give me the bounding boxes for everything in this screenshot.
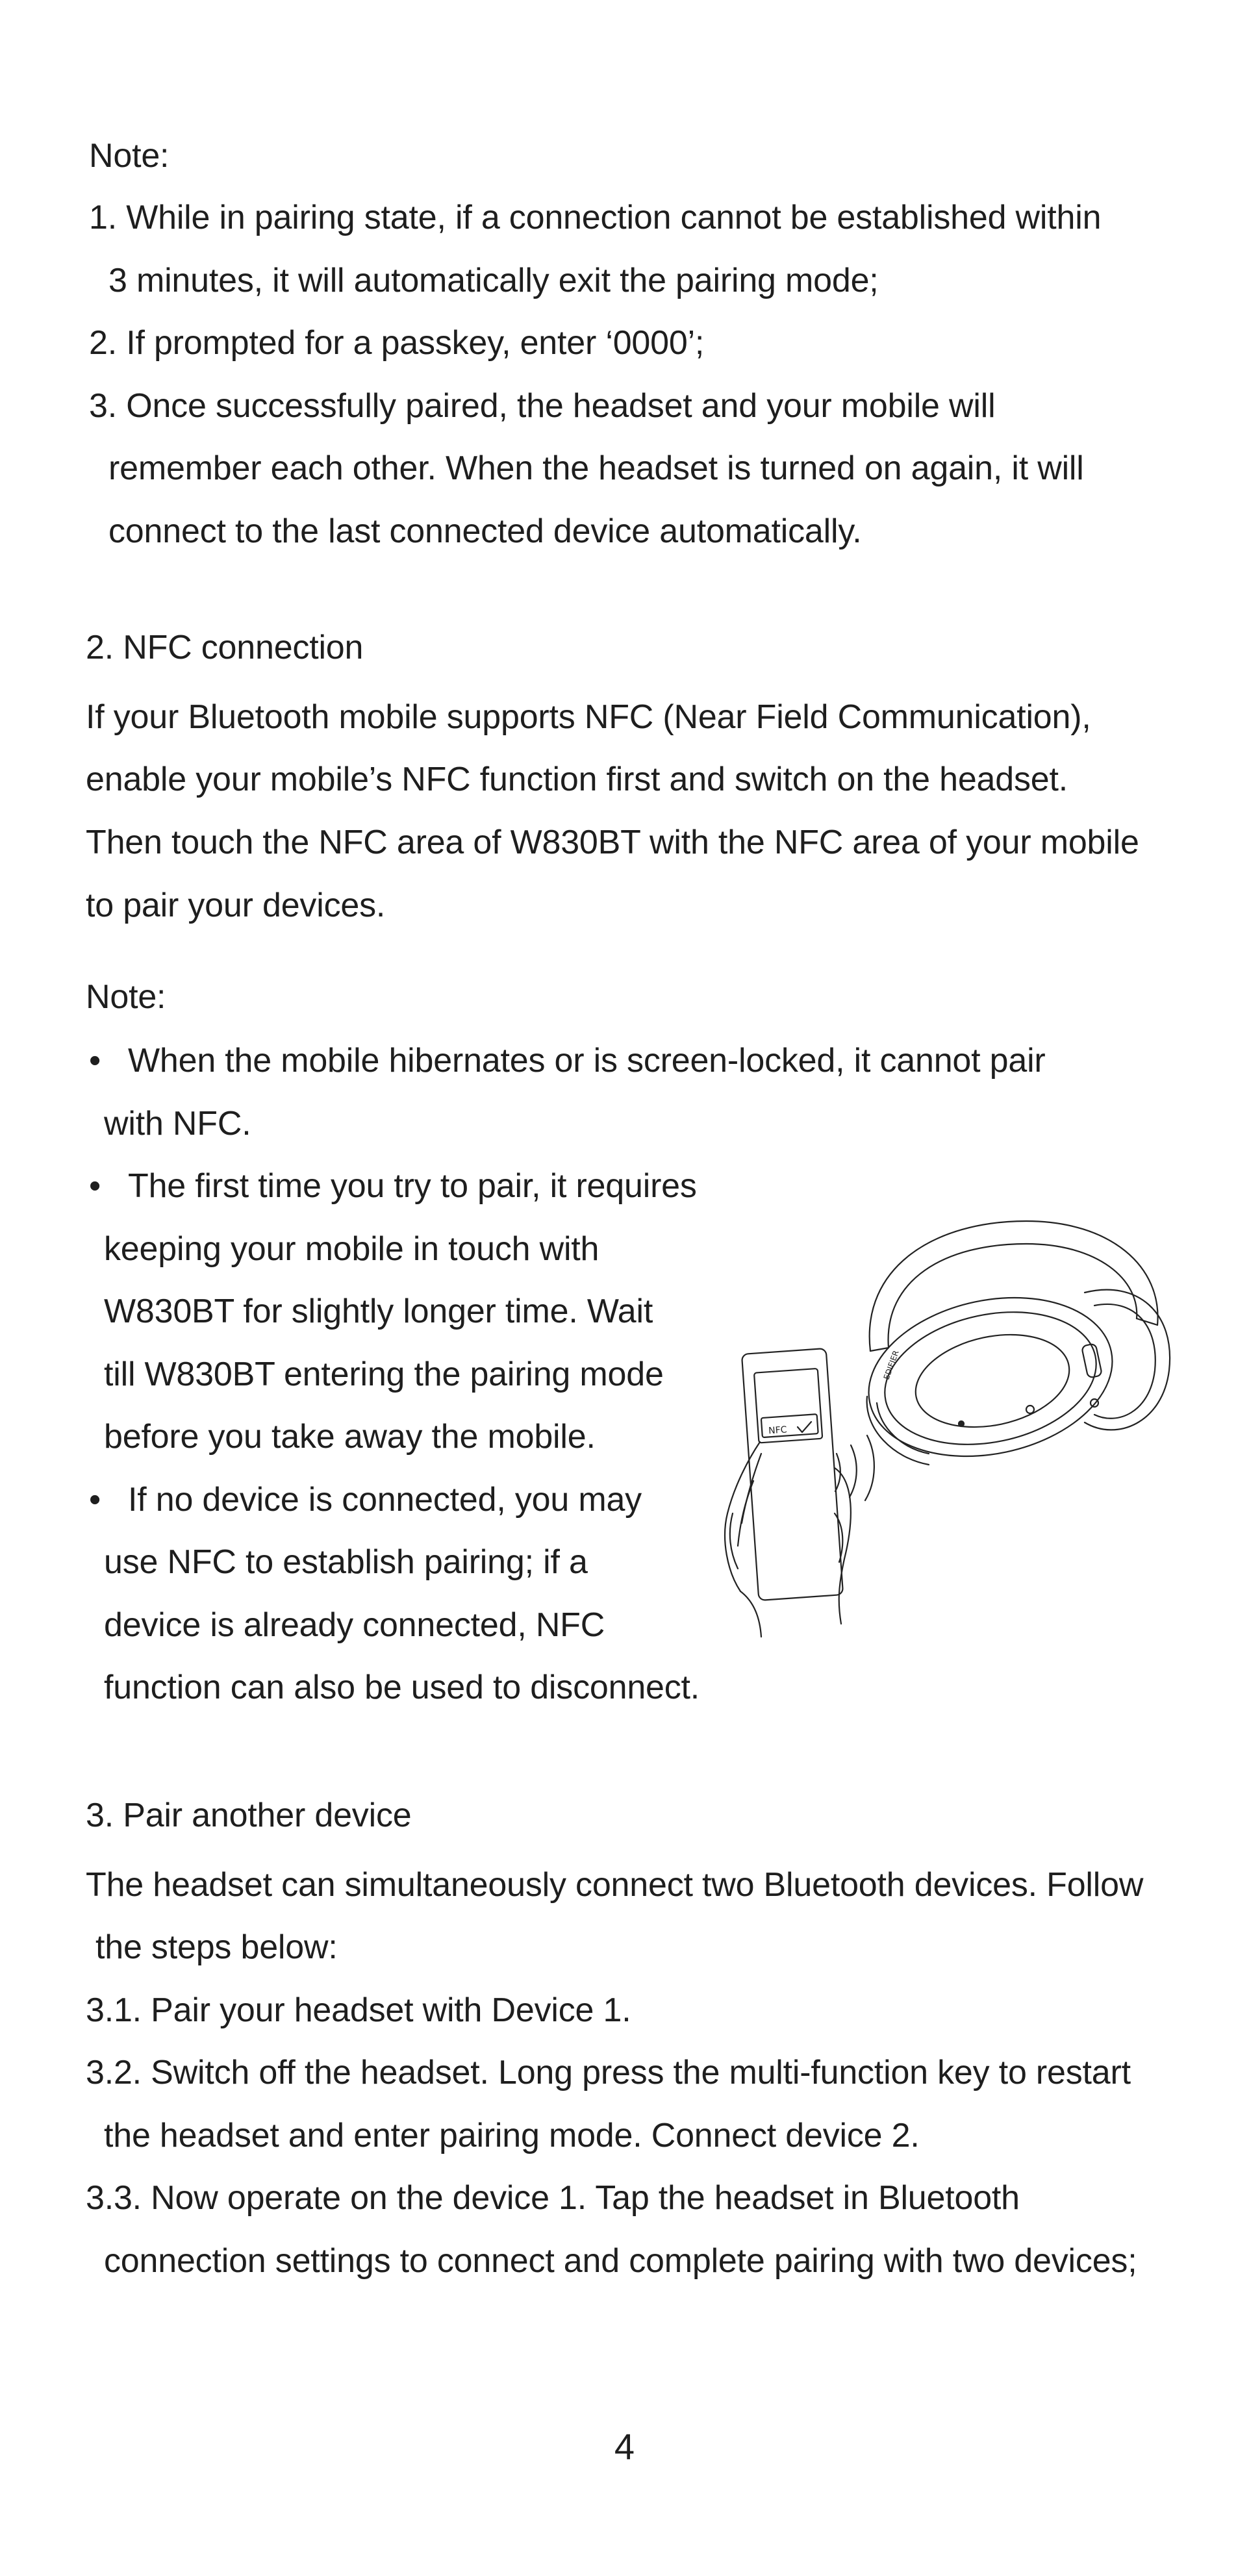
pair-intro-line-2: the steps below: (95, 1928, 338, 1966)
bullet-2-line-4: till W830BT entering the pairing mode (104, 1356, 664, 1393)
bullet-3-dot: • (89, 1481, 101, 1519)
bullet-1-line-1: When the mobile hibernates or is screen-locked, it cannot pair (128, 1042, 1046, 1080)
page-number: 4 (614, 2426, 635, 2467)
phone (742, 1348, 843, 1600)
note-item-2: 2. If prompted for a passkey, enter ‘0000’; (89, 324, 705, 362)
note-item-1-line-1: 1. While in pairing state, if a connection cannot be established within (89, 199, 1102, 236)
bullet-2-line-1: The first time you try to pair, it requires (128, 1167, 697, 1205)
bullet-2-line-5: before you take away the mobile. (104, 1418, 596, 1456)
bullet-3-line-1: If no device is connected, you may (128, 1481, 642, 1519)
bullet-1-dot: • (89, 1042, 101, 1080)
pair-intro-line-1: The headset can simultaneously connect two Bluetooth devices. Follow (86, 1866, 1144, 1904)
pair-step-3-line-2: connection settings to connect and complete pairing with two devices; (104, 2242, 1137, 2280)
nfc-paragraph-line-3: Then touch the NFC area of W830BT with the NFC area of your mobile (86, 824, 1139, 861)
bullet-1-line-2: with NFC. (104, 1105, 251, 1143)
pair-heading: 3. Pair another device (86, 1797, 412, 1834)
note-item-1-line-2: 3 minutes, it will automatically exit the pairing mode; (108, 262, 879, 299)
note-item-3-line-1: 3. Once successfully paired, the headset and your mobile will (89, 387, 996, 425)
bullet-3-line-4: function can also be used to disconnect. (104, 1669, 700, 1706)
nfc-paragraph-line-1: If your Bluetooth mobile supports NFC (Near Field Communication), (86, 698, 1091, 736)
nfc-heading: 2. NFC connection (86, 629, 364, 666)
bullet-3-line-2: use NFC to establish pairing; if a (104, 1543, 588, 1581)
pair-step-3-line-1: 3.3. Now operate on the device 1. Tap the headset in Bluetooth (86, 2179, 1020, 2217)
bullet-2-dot: • (89, 1167, 101, 1205)
nfc-paragraph-line-2: enable your mobile’s NFC function first and switch on the headset. (86, 761, 1068, 798)
note-heading: Note: (89, 137, 170, 175)
pair-step-2-line-1: 3.2. Switch off the headset. Long press the multi-function key to restart (86, 2054, 1131, 2091)
nfc-note-heading: Note: (86, 978, 166, 1016)
note-item-3-line-2: remember each other. When the headset is turned on again, it will (108, 449, 1084, 487)
note-item-3-line-3: connect to the last connected device automatically. (108, 512, 862, 550)
phone-nfc-label: NFC (768, 1424, 788, 1437)
bullet-2-line-2: keeping your mobile in touch with (104, 1230, 599, 1268)
bullet-2-line-3: W830BT for slightly longer time. Wait (104, 1293, 653, 1330)
nfc-paragraph-line-4: to pair your devices. (86, 887, 386, 924)
bullet-3-line-3: device is already connected, NFC (104, 1606, 605, 1644)
pair-step-2-line-2: the headset and enter pairing mode. Connect device 2. (104, 2117, 920, 2154)
pair-step-1: 3.1. Pair your headset with Device 1. (86, 1991, 631, 2029)
nfc-pairing-illustration (721, 1208, 1176, 1650)
headset-brand-label: EDIFIER (881, 1349, 901, 1382)
